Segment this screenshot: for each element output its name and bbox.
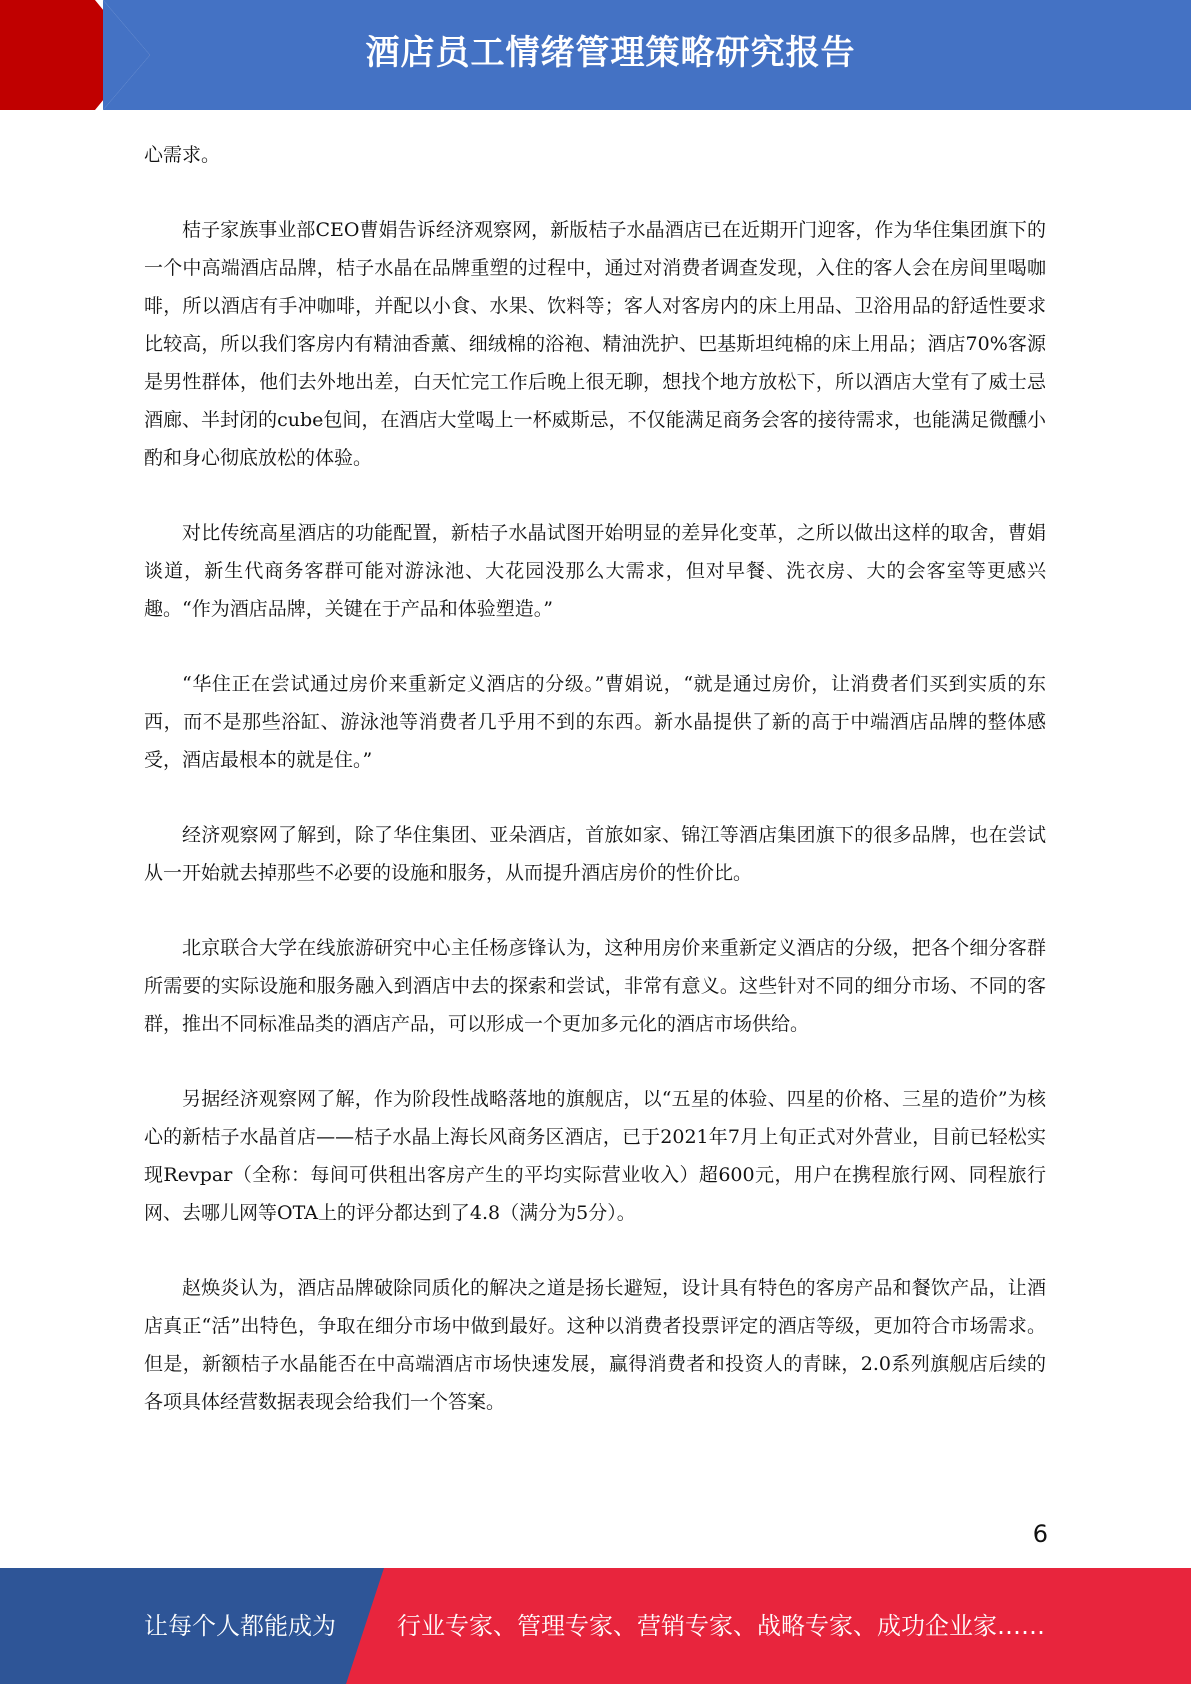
page-footer [0,1568,1191,1684]
paragraph: 桔子家族事业部CEO曹娟告诉经济观察网，新版桔子水晶酒店已在近期开门迎客，作为华住集团旗下的一个中高端酒店品牌，桔子水晶在品牌重塑的过程中，通过对消费者调查发现，入住的客人会在房间里喝咖啡，所以酒店有手冲咖啡，并配以小食、水果、饮料等；客人对客房内的床上用品、卫浴用品的舒适性要求比较高，所以我们客房内有精油香薰、细绒棉的浴袍、精油洗护、巴基斯坦纯棉的床上用品；酒店70%客源是男性群体，他们去外地出差，白天忙完工作后晚上很无聊，想找个地方放松下，所以酒店大堂有了威士忌酒廊、半封闭的cube包间，在酒店大堂喝上一杯威斯忌，不仅能满足商务会客的接待需求，也能满足微醺小酌和身心彻底放松的体验。 [144,219,1046,469]
page-header [0,0,1191,110]
footer-slogan-right: 行业专家、管理专家、营销专家、战略专家、成功企业家…… [397,1612,1045,1640]
paragraph: 赵焕炎认为，酒店品牌破除同质化的解决之道是扬长避短，设计具有特色的客房产品和餐饮产品，让酒店真正“活”出特色，争取在细分市场中做到最好。这种以消费者投票评定的酒店等级，更加符合市场需求。但是，新额桔子水晶能否在中高端酒店市场快速发展，赢得消费者和投资人的青睐，2.0系列旗舰店后续的各项具体经营数据表现会给我们一个答案。 [144,1277,1046,1413]
paragraph: 心需求。 [144,144,221,166]
footer-slogan-left: 让每个人都能成为 [144,1612,336,1640]
paragraph: 对比传统高星酒店的功能配置，新桔子水晶试图开始明显的差异化变革，之所以做出这样的取舍，曹娟谈道，新生代商务客群可能对游泳池、大花园没那么大需求，但对早餐、洗衣房、大的会客室等更感兴趣。“作为酒店品牌，关键在于产品和体验塑造。” [144,522,1046,620]
article-body [144,136,1046,1458]
paragraph: 北京联合大学在线旅游研究中心主任杨彦锋认为，这种用房价来重新定义酒店的分级，把各个细分客群所需要的实际设施和服务融入到酒店中去的探索和尝试，非常有意义。这些针对不同的细分市场、不同的客群，推出不同标准品类的酒店产品，可以形成一个更加多元化的酒店市场供给。 [144,937,1046,1035]
page-number: 6 [1032,1520,1048,1548]
paragraph: 经济观察网了解到，除了华住集团、亚朵酒店，首旅如家、锦江等酒店集团旗下的很多品牌，也在尝试从一开始就去掉那些不必要的设施和服务，从而提升酒店房价的性价比。 [144,824,1046,884]
page-title: 酒店员工情绪管理策略研究报告 [365,33,856,73]
paragraph: “华住正在尝试通过房价来重新定义酒店的分级。”曹娟说，“就是通过房价，让消费者们买到实质的东西，而不是那些浴缸、游泳池等消费者几乎用不到的东西。新水晶提供了新的高于中端酒店品牌的整体感受，酒店最根本的就是住。” [144,673,1046,771]
paragraph: 另据经济观察网了解，作为阶段性战略落地的旗舰店，以“五星的体验、四星的价格、三星的造价”为核心的新桔子水晶首店——桔子水晶上海长风商务区酒店，已于2021年7月上旬正式对外营业，目前已轻松实现Revpar（全称：每间可供租出客房产生的平均实际营业收入）超600元，用户在携程旅行网、同程旅行网、去哪儿网等OTA上的评分都达到了4.8（满分为5分）。 [144,1088,1046,1224]
